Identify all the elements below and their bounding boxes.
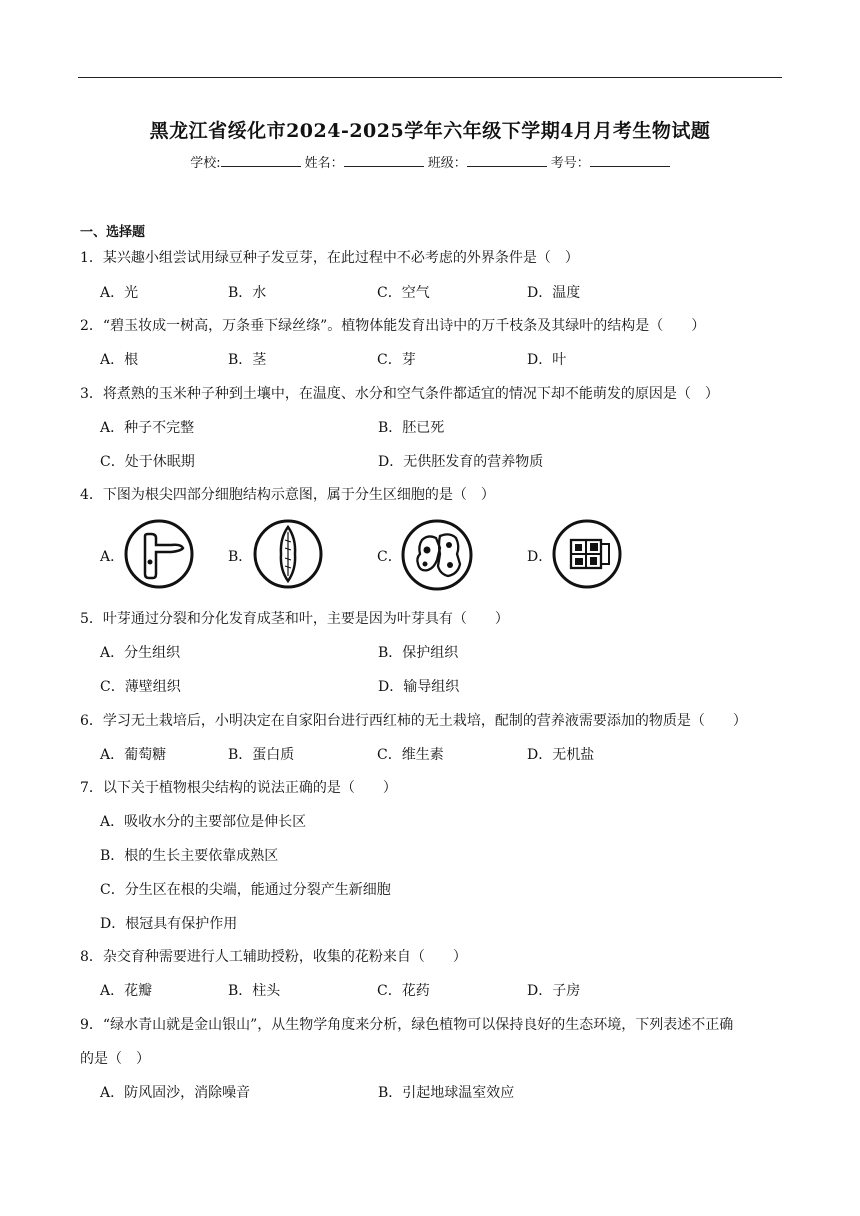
option-c[interactable]: C．薄壁组织 [100, 679, 181, 695]
option-b[interactable]: B．保护组织 [378, 645, 459, 661]
option-b[interactable]: B．胚已死 [378, 420, 445, 436]
question-5-stem: 5．叶芽通过分裂和分化发育成茎和叶，主要是因为叶芽具有（ ） [80, 611, 509, 627]
question-9-stem-continued: 的是（ ） [80, 1051, 150, 1067]
question-7-option-b[interactable]: B．根的生长主要依靠成熟区 [100, 848, 279, 864]
option-b[interactable]: B． [228, 549, 253, 565]
option-b[interactable]: B．引起地球温室效应 [378, 1085, 515, 1101]
class-field[interactable] [467, 154, 547, 167]
section-title: 一、选择题 [80, 225, 146, 240]
root-hair-cell-figure[interactable] [123, 518, 195, 590]
option-d[interactable]: D．温度 [527, 285, 581, 301]
option-d[interactable]: D． [527, 549, 553, 565]
name-field[interactable] [344, 154, 424, 167]
option-a[interactable]: A．种子不完整 [100, 420, 195, 436]
question-7-stem: 7．以下关于植物根尖结构的说法正确的是（ ） [80, 780, 397, 796]
option-d[interactable]: D．叶 [527, 352, 567, 368]
option-b[interactable]: B．茎 [228, 352, 267, 368]
option-c[interactable]: C．花药 [377, 983, 430, 999]
option-c[interactable]: C．空气 [377, 285, 430, 301]
option-a[interactable]: A．根 [100, 352, 139, 368]
option-a[interactable]: A． [100, 549, 125, 565]
option-d[interactable]: D．无机盐 [527, 747, 595, 763]
meristem-cells-figure[interactable] [551, 518, 623, 590]
question-9-stem: 9．“绿水青山就是金山银山”，从生物学角度来分析，绿色植物可以保持良好的生态环境，下列表述不正确 [80, 1017, 734, 1033]
option-a[interactable]: A．光 [100, 285, 139, 301]
question-7-option-a[interactable]: A．吸收水分的主要部位是伸长区 [100, 814, 307, 830]
option-a[interactable]: A．防风固沙，消除噪音 [100, 1085, 251, 1101]
student-info-line [0, 152, 860, 171]
cortex-cells-figure[interactable] [400, 518, 474, 592]
question-7-option-c[interactable]: C．分生区在根的尖端，能通过分裂产生新细胞 [100, 882, 391, 898]
option-a[interactable]: A．葡萄糖 [100, 747, 167, 763]
option-d[interactable]: D．子房 [527, 983, 581, 999]
option-b[interactable]: B．水 [228, 285, 267, 301]
exam-number-label: 考号： [550, 156, 590, 171]
option-c[interactable]: C．维生素 [377, 747, 444, 763]
option-a[interactable]: A．花瓣 [100, 983, 153, 999]
exam-number-field[interactable] [590, 154, 670, 167]
option-c[interactable]: C． [377, 549, 402, 565]
question-8-stem: 8．杂交育种需要进行人工辅助授粉，收集的花粉来自（ ） [80, 949, 467, 965]
question-6-stem: 6．学习无土栽培后，小明决定在自家阳台进行西红柿的无土栽培，配制的营养液需要添加的物质是（ ） [80, 713, 747, 729]
header-rule [78, 77, 782, 78]
option-c[interactable]: C．芽 [377, 352, 416, 368]
option-b[interactable]: B．柱头 [228, 983, 281, 999]
question-2-stem: 2．“碧玉妆成一树高，万条垂下绿丝绦”。植物体能发育出诗中的万千枝条及其绿叶的结构是（ ） [80, 318, 706, 334]
option-a[interactable]: A．分生组织 [100, 645, 181, 661]
option-d[interactable]: D．输导组织 [378, 679, 460, 695]
question-1-stem: 1．某兴趣小组尝试用绿豆种子发豆芽，在此过程中不必考虑的外界条件是（ ） [80, 250, 579, 266]
question-4-stem: 4．下图为根尖四部分细胞结构示意图，属于分生区细胞的是（ ） [80, 487, 495, 503]
option-c[interactable]: C．处于休眠期 [100, 454, 195, 470]
school-field[interactable] [221, 154, 301, 167]
question-7-option-d[interactable]: D．根冠具有保护作用 [100, 916, 238, 932]
exam-title: 黑龙江省绥化市2024-2025学年六年级下学期4月月考生物试题 [149, 120, 711, 142]
class-label: 班级： [427, 156, 467, 171]
school-label: 学校: [190, 156, 221, 171]
elongation-cell-figure[interactable] [252, 518, 324, 590]
option-d[interactable]: D．无供胚发育的营养物质 [378, 454, 544, 470]
question-3-stem: 3．将煮熟的玉米种子种到土壤中，在温度、水分和空气条件都适宜的情况下却不能萌发的原因是（ ） [80, 386, 719, 402]
name-label: 姓名： [304, 156, 344, 171]
option-b[interactable]: B．蛋白质 [228, 747, 295, 763]
